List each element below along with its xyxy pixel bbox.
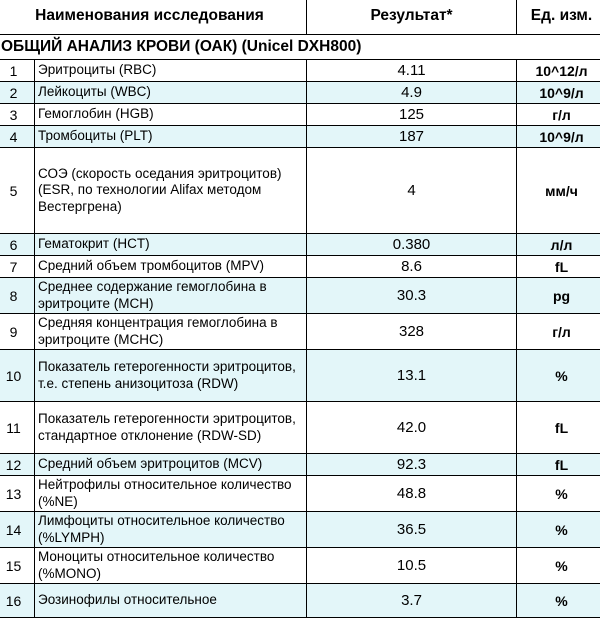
test-unit: pg bbox=[517, 278, 600, 314]
table-row bbox=[0, 314, 600, 350]
test-unit: % bbox=[517, 350, 600, 402]
row-number: 15 bbox=[0, 548, 35, 584]
test-result: 187 bbox=[307, 126, 517, 148]
test-result: 13.1 bbox=[307, 350, 517, 402]
row-number: 12 bbox=[0, 454, 35, 476]
test-unit: fL bbox=[517, 454, 600, 476]
section-title: ОБЩИЙ АНАЛИЗ КРОВИ (ОАК) (Unicel DXH800) bbox=[0, 35, 600, 60]
table-row bbox=[0, 548, 600, 584]
table-row bbox=[0, 104, 600, 126]
test-name: Моноциты относительное количество (%MONO) bbox=[35, 548, 307, 584]
table-row bbox=[0, 234, 600, 256]
test-unit: мм/ч bbox=[517, 148, 600, 234]
test-result: 0.380 bbox=[307, 234, 517, 256]
test-unit: % bbox=[517, 512, 600, 548]
test-result: 48.8 bbox=[307, 476, 517, 512]
test-name: Лейкоциты (WBC) bbox=[35, 82, 307, 104]
test-name: Эритроциты (RBC) bbox=[35, 60, 307, 82]
table-row bbox=[0, 82, 600, 104]
test-unit: fL bbox=[517, 402, 600, 454]
test-result: 10.5 bbox=[307, 548, 517, 584]
test-name: Тромбоциты (PLT) bbox=[35, 126, 307, 148]
test-name: Средний объем эритроцитов (MCV) bbox=[35, 454, 307, 476]
test-name: Лимфоциты относительное количество (%LYMPH) bbox=[35, 512, 307, 548]
test-result: 125 bbox=[307, 104, 517, 126]
test-name: СОЭ (скорость оседания эритроцитов) (ESR, по технологии Alifax методом Вестергрена) bbox=[35, 148, 307, 234]
test-result: 92.3 bbox=[307, 454, 517, 476]
test-name: Среднее содержание гемоглобина в эритроците (MCH) bbox=[35, 278, 307, 314]
test-result: 30.3 bbox=[307, 278, 517, 314]
table-row bbox=[0, 476, 600, 512]
table-row bbox=[0, 60, 600, 82]
test-name: Средний объем тромбоцитов (MPV) bbox=[35, 256, 307, 278]
test-name: Показатель гетерогенности эритроцитов, т.е. степень анизоцитоза (RDW) bbox=[35, 350, 307, 402]
table-row bbox=[0, 126, 600, 148]
test-unit: 10^9/л bbox=[517, 126, 600, 148]
test-name: Нейтрофилы относительное количество (%NE) bbox=[35, 476, 307, 512]
table-row bbox=[0, 350, 600, 402]
test-result: 42.0 bbox=[307, 402, 517, 454]
row-number: 5 bbox=[0, 148, 35, 234]
table-row bbox=[0, 584, 600, 618]
test-unit: % bbox=[517, 584, 600, 618]
test-unit: fL bbox=[517, 256, 600, 278]
test-name: Эозинофилы относительное bbox=[35, 584, 307, 618]
test-unit: 10^12/л bbox=[517, 60, 600, 82]
test-result: 3.7 bbox=[307, 584, 517, 618]
row-number: 4 bbox=[0, 126, 35, 148]
row-number: 11 bbox=[0, 402, 35, 454]
test-name: Гемоглобин (HGB) bbox=[35, 104, 307, 126]
row-number: 10 bbox=[0, 350, 35, 402]
test-unit: % bbox=[517, 476, 600, 512]
test-result: 36.5 bbox=[307, 512, 517, 548]
test-result: 4 bbox=[307, 148, 517, 234]
header-unit: Ед. изм. bbox=[517, 0, 600, 35]
test-result: 4.11 bbox=[307, 60, 517, 82]
test-result: 8.6 bbox=[307, 256, 517, 278]
header-row bbox=[0, 0, 600, 35]
test-unit: л/л bbox=[517, 234, 600, 256]
table-row bbox=[0, 454, 600, 476]
test-unit: г/л bbox=[517, 104, 600, 126]
table-row bbox=[0, 256, 600, 278]
table-row bbox=[0, 148, 600, 234]
table-row bbox=[0, 278, 600, 314]
test-result: 328 bbox=[307, 314, 517, 350]
row-number: 9 bbox=[0, 314, 35, 350]
test-unit: 10^9/л bbox=[517, 82, 600, 104]
row-number: 14 bbox=[0, 512, 35, 548]
section-row bbox=[0, 35, 600, 60]
test-unit: г/л bbox=[517, 314, 600, 350]
row-number: 16 bbox=[0, 584, 35, 618]
row-number: 2 bbox=[0, 82, 35, 104]
table-row bbox=[0, 402, 600, 454]
row-number: 13 bbox=[0, 476, 35, 512]
row-number: 6 bbox=[0, 234, 35, 256]
row-number: 7 bbox=[0, 256, 35, 278]
test-result: 4.9 bbox=[307, 82, 517, 104]
row-number: 3 bbox=[0, 104, 35, 126]
table-row bbox=[0, 512, 600, 548]
row-number: 8 bbox=[0, 278, 35, 314]
header-result: Результат* bbox=[307, 0, 517, 35]
header-name: Наименования исследования bbox=[0, 0, 307, 35]
row-number: 1 bbox=[0, 60, 35, 82]
test-name: Средняя концентрация гемоглобина в эритроците (MCHC) bbox=[35, 314, 307, 350]
test-name: Гематокрит (HCT) bbox=[35, 234, 307, 256]
test-name: Показатель гетерогенности эритроцитов, стандартное отклонение (RDW-SD) bbox=[35, 402, 307, 454]
test-unit: % bbox=[517, 548, 600, 584]
